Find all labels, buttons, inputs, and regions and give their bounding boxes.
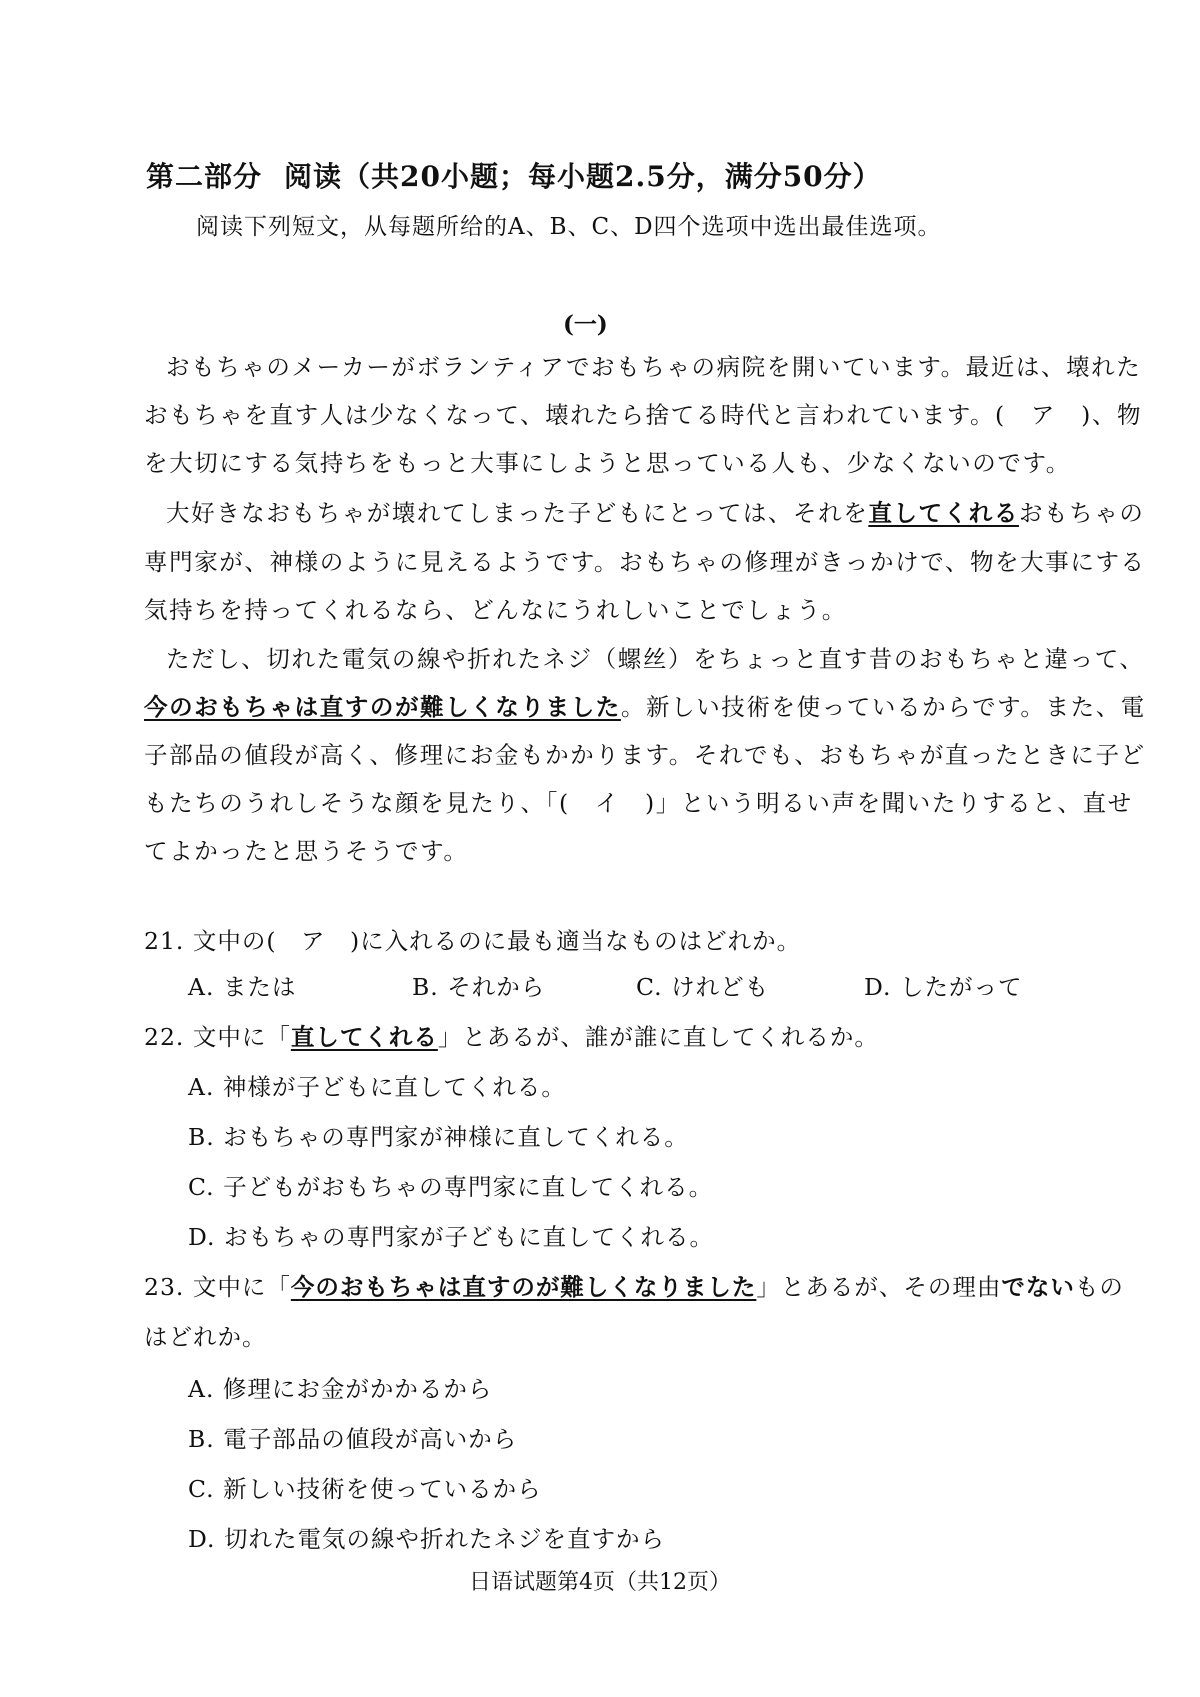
question-21-option-a: A. または (188, 973, 297, 1001)
question-21-option-d: D. したがって (864, 973, 1023, 1001)
question-21-option-b: B. それから (412, 973, 546, 1001)
passage-p2-line1-pre: 大好きなおもちゃが壊れてしまった子どもにとっては、それを (166, 499, 869, 527)
question-22-stem-post: 」とあるが、誰が誰に直してくれるか。 (437, 1023, 879, 1051)
passage-p3-line5: てよかったと思うそうです。 (144, 837, 469, 865)
question-22-option-c: C. 子どもがおもちゃの専門家に直してくれる。 (188, 1173, 714, 1201)
passage-p3-line2 (144, 688, 1146, 722)
passage-p2-line1-post: おもちゃの (1018, 499, 1145, 527)
section-title (146, 155, 882, 195)
passage-p3-line3: 子部品の値段が高く、修理にお金もかかります。それでも、おもちゃが直ったときに子ど (144, 741, 1146, 769)
passage-p2-line1 (166, 494, 1144, 528)
question-22-stem-pre: 22. 文中に「 (144, 1023, 291, 1051)
question-23-option-a: A. 修理にお金がかかるから (188, 1375, 493, 1403)
question-23-option-d: D. 切れた電気の線や折れたネジを直すから (188, 1525, 665, 1553)
question-23-stem-post: もの (1074, 1273, 1124, 1301)
question-21-option-c: C. けれども (636, 973, 770, 1001)
passage-p3-line4: もたちのうれしそうな顔を見たり、「( イ )」という明るい声を聞いたりすると、直せ (144, 789, 1133, 817)
question-23-underlined-phrase: 今のおもちゃは直すのが難しくなりました (290, 1273, 757, 1301)
passage-p3-line1: ただし、切れた電気の線や折れたネジ（螺丝）をちょっと直す昔のおもちゃと違って、 (166, 645, 1145, 673)
question-23-option-b: B. 電子部品の値段が高いから (188, 1425, 518, 1453)
question-23-option-c: C. 新しい技術を使っているから (188, 1475, 542, 1503)
underlined-phrase-muzukashiku: 今のおもちゃは直すのが難しくなりました (144, 693, 621, 721)
question-22-option-b: B. おもちゃの専門家が神様に直してくれる。 (188, 1123, 689, 1151)
question-22-option-d: D. おもちゃの専門家が子どもに直してくれる。 (188, 1223, 714, 1251)
passage-number: (一) (563, 311, 608, 338)
section-instruction: 阅读下列短文，从每题所给的A、B、C、D四个选项中选出最佳选项。 (196, 214, 942, 240)
question-23-stem-pre: 23. 文中に「 (144, 1273, 291, 1301)
section-part: 第二部分 (146, 160, 263, 193)
underlined-phrase-naoshitekureru: 直してくれる (868, 499, 1019, 527)
page-footer: 日语试题第4页（共12页） (469, 1570, 731, 1595)
question-23-stem-line2: はどれか。 (144, 1323, 267, 1351)
section-heading: 阅读（共20小题；每小题2.5分，满分50分） (284, 160, 882, 193)
passage-p1-line1: おもちゃのメーカーがボランティアでおもちゃの病院を開いています。最近は、壊れた (166, 353, 1142, 381)
passage-p1-line3: を大切にする気持ちをもっと大事にしようと思っている人も、少なくないのです。 (144, 449, 1071, 477)
question-22-option-a: A. 神様が子どもに直してくれる。 (188, 1073, 566, 1101)
passage-p2-line2: 専門家が、神様のように見えるようです。おもちゃの修理がきっかけで、物を大事にする (144, 548, 1146, 576)
question-22-underlined-phrase: 直してくれる (290, 1023, 438, 1051)
passage-p3-line2-post: 。新しい技術を使っているからです。また、電 (620, 693, 1146, 721)
question-23-stem (144, 1268, 1124, 1302)
question-23-emphasis: でない (1001, 1273, 1075, 1301)
passage-p2-line3: 気持ちを持ってくれるなら、どんなにうれしいことでしょう。 (144, 596, 847, 624)
question-21-stem: 21. 文中の( ア )に入れるのに最も適当なものはどれか。 (144, 927, 802, 955)
question-23-stem-mid: 」とあるが、その理由 (756, 1273, 1002, 1301)
passage-p1-line2: おもちゃを直す人は少なくなって、壊れたら捨てる時代と言われています。( ア )、物 (144, 401, 1143, 429)
question-22-stem (144, 1018, 879, 1052)
